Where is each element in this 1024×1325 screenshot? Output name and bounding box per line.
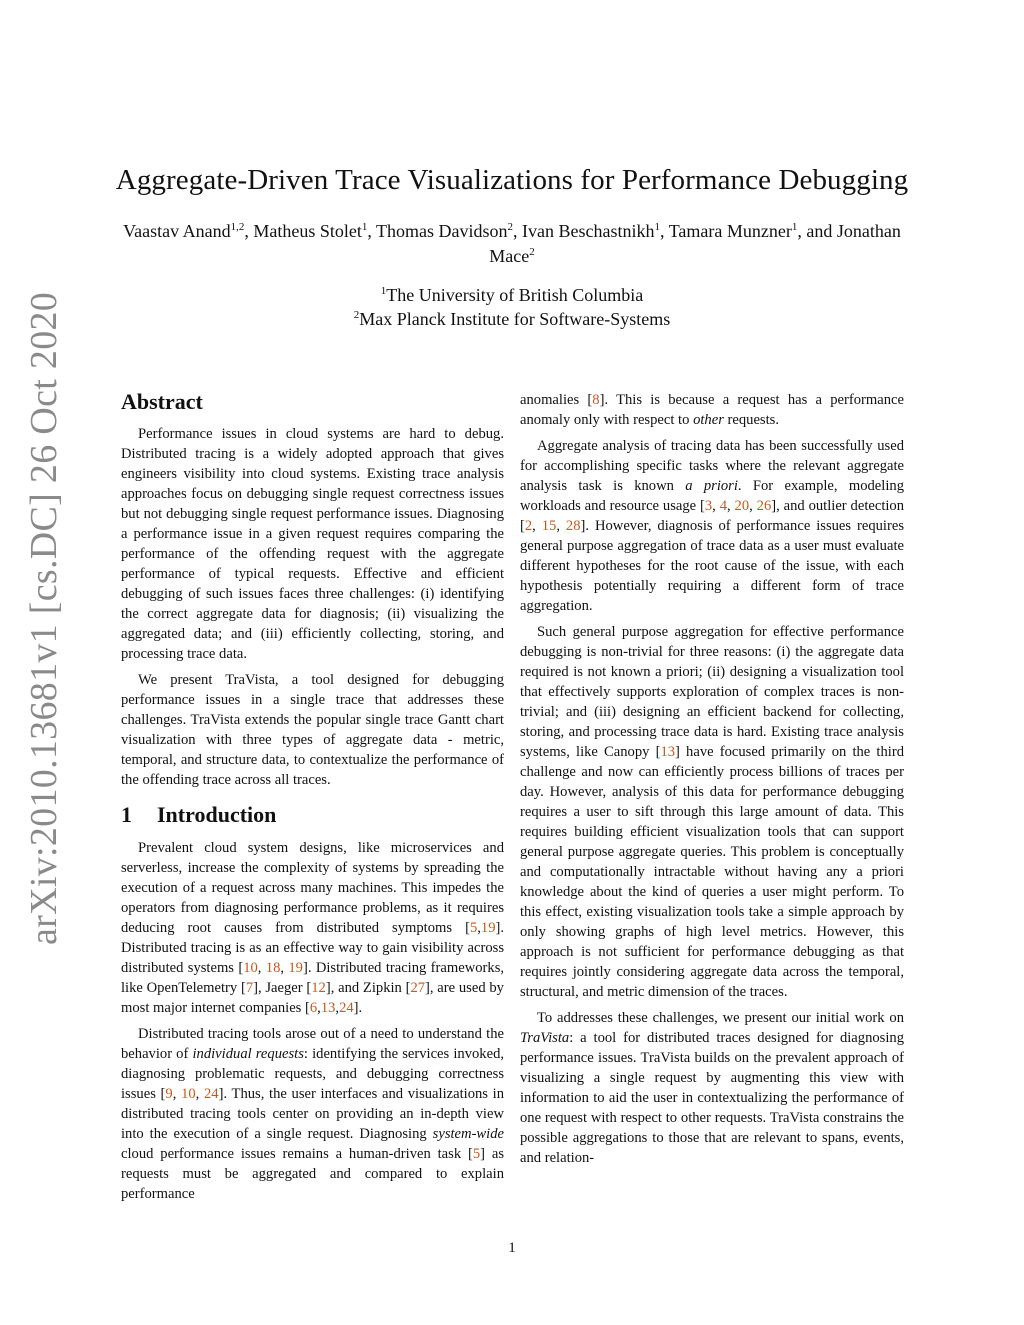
citation-link[interactable]: 5: [472, 1146, 481, 1162]
citation-link[interactable]: 13: [660, 744, 676, 760]
author-affiliation-mark: 2: [507, 221, 514, 233]
emphasized-text: a priori: [685, 478, 738, 494]
citation-link[interactable]: 19: [288, 960, 303, 976]
text-run: ]. Distributed tracing frameworks, like OpenTelemetry [: [121, 960, 505, 996]
text-run: ].: [353, 1000, 363, 1016]
emphasized-text: other: [693, 412, 724, 428]
text-run: anomalies [: [520, 392, 593, 408]
paragraph: [121, 838, 504, 1018]
author-list: [110, 219, 914, 269]
text-run: To addresses these challenges, we present our initial work on: [537, 1010, 904, 1026]
author-separator: ,: [513, 221, 523, 241]
author-separator: ,: [660, 221, 669, 241]
section-number: 1: [121, 802, 132, 827]
text-run: requests.: [723, 412, 779, 428]
paragraph: [520, 1008, 904, 1168]
citation-link[interactable]: 18: [265, 960, 281, 976]
citation-link[interactable]: 13: [320, 1000, 336, 1016]
text-run: Performance issues in cloud systems are hard to debug. Distributed tracing is a widely adopted approach that gives engineers visibility into cloud systems. Existing trace analysis approaches focus on debugging single request correctness issues but not debugging single request performance issues. Diagnosing a performance issue in a given request requires comparing the performance of the offending request with the aggregate performance of typical requests. Effective and efficient debugging of such issues faces three challenges: (i) identifying the correct aggregate data for diagnosis; (ii) visualizing the aggregated data; and (iii) efficiently collecting, storing, and processing trace data.: [121, 426, 504, 662]
citation-link[interactable]: 3: [704, 498, 713, 514]
paragraph: [121, 1024, 504, 1204]
author-name: Thomas Davidson: [376, 221, 508, 241]
author-name: Vaastav Anand: [123, 221, 231, 241]
author-name: Ivan Beschastnikh: [522, 221, 655, 241]
author-separator: , and: [797, 221, 837, 241]
text-run: ], Jaeger [: [253, 980, 312, 996]
paragraph: [520, 436, 904, 616]
citation-link[interactable]: 15: [541, 518, 557, 534]
text-run: ,: [712, 498, 720, 514]
text-run: ,: [335, 1000, 340, 1016]
emphasized-text: individual requests: [192, 1046, 304, 1062]
text-run: Prevalent cloud system designs, like microservices and serverless, increase the complexity of systems by spreading the execution of a request across many machines. This impedes the operators from diagnosing performance problems, as it requires deducing root causes from distributed symptoms [: [121, 840, 504, 936]
text-run: : identifying the services invoked, diagnosing problematic requests, and debugging correctness issues [: [121, 1046, 505, 1102]
text-run: ], and outlier detection [: [520, 498, 905, 534]
citation-link[interactable]: 2: [524, 518, 533, 534]
section-title: Introduction: [157, 802, 277, 827]
text-run: : a tool for distributed traces designed for diagnosing performance issues. TraVista builds on the prevalent approach of visualizing a single request by augmenting this view with information to aid the user in contextualizing the performance of one request with respect to other requests. TraVista constrains the possible aggregations to those that are relevant to spans, events, and relation-: [520, 1030, 904, 1166]
text-run: ]. However, diagnosis of performance issues requires general purpose aggregation of trace data as a user must evaluate different hypotheses for the root cause of the issue, with each hypothesis potentially requiring a different form of trace aggregation.: [520, 518, 905, 614]
affiliation-line: [0, 283, 1024, 307]
paragraph: [121, 424, 504, 664]
citation-link[interactable]: 10: [243, 960, 258, 976]
citation-link[interactable]: 8: [592, 392, 600, 408]
citation-link[interactable]: 24: [204, 1086, 219, 1102]
introduction-body: [121, 838, 504, 1204]
citation-link[interactable]: 5: [469, 920, 478, 936]
author-separator: ,: [244, 221, 254, 241]
text-run: Distributed tracing tools arose out of a need to understand the behavior of: [121, 1026, 504, 1062]
introduction-heading: [121, 801, 504, 829]
citation-link[interactable]: 4: [719, 498, 727, 514]
text-run: cloud performance issues remains a human-driven task [: [121, 1146, 473, 1162]
citation-link[interactable]: 26: [756, 498, 772, 514]
affiliation-mark: 1: [380, 285, 387, 297]
author-affiliation-mark: 2: [529, 246, 535, 258]
arxiv-identifier-stamp: arXiv:2010.13681v1 [cs.DC] 26 Oct 2020: [23, 291, 65, 945]
citation-link[interactable]: 27: [410, 980, 426, 996]
author-name: Matheus Stolet: [253, 221, 362, 241]
text-run: ,: [749, 498, 757, 514]
text-run: ]. Distributed tracing is as an effective way to gain visibility across distributed systems [: [121, 920, 504, 976]
citation-link[interactable]: 20: [734, 498, 750, 514]
affiliation-list: [0, 283, 1024, 331]
author-separator: ,: [367, 221, 377, 241]
abstract-heading: Abstract: [121, 389, 203, 414]
text-run: ] have focused primarily on the third challenge and now can efficiently process billions of traces per day. However, analysis of this data for performance debugging requires a user to sift through this large amount of data. This requires building efficient visualization tools that can support general purpose aggregate queries. This problem is conceptually and computationally intractable without having any a priori knowledge about the kind of queries a user might perform. To this effect, existing visualization tools take a simple approach by only showing graphs of high level metrics. However, this approach is not sufficient for performance debugging as that requires jointly considering aggregate data across the temporal, structural, and metric dimension of the traces.: [520, 744, 904, 1000]
paragraph: [520, 622, 904, 1002]
text-run: ,: [532, 518, 542, 534]
paragraph: [121, 670, 504, 790]
text-run: ,: [280, 960, 289, 976]
affiliation-name: Max Planck Institute for Software-Systems: [359, 309, 671, 329]
text-run: ,: [727, 498, 735, 514]
citation-link[interactable]: 7: [245, 980, 254, 996]
author-affiliation-mark: 1,2: [230, 221, 245, 233]
emphasized-text: TraVista: [520, 1030, 570, 1046]
citation-link[interactable]: 10: [181, 1086, 196, 1102]
paper-title: Aggregate-Driven Trace Visualizations for Performance Debugging: [115, 164, 909, 196]
citation-link[interactable]: 28: [565, 518, 581, 534]
citation-link[interactable]: 12: [311, 980, 326, 996]
text-run: ,: [477, 920, 481, 936]
author-name: Jonathan Mace: [489, 221, 901, 266]
text-run: ] as requests must be aggregated and compared to explain performance: [121, 1146, 505, 1202]
left-column: [121, 388, 504, 1204]
text-run: ,: [317, 1000, 321, 1016]
citation-link[interactable]: 24: [339, 1000, 354, 1016]
affiliation-line: [0, 307, 1024, 331]
text-run: . For example, modeling workloads and resource usage [: [520, 478, 904, 514]
right-column-body: [520, 390, 904, 1168]
text-run: ,: [172, 1086, 182, 1102]
text-run: ,: [195, 1086, 204, 1102]
text-run: Aggregate analysis of tracing data has been successfully used for accomplishing specific tasks where the relevant aggregate analysis task is known: [520, 438, 904, 494]
affiliation-name: The University of British Columbia: [386, 285, 644, 305]
abstract-body: [121, 424, 504, 790]
text-run: ]. Thus, the user interfaces and visualizations in distributed tracing tools center on providing an in-depth view into the execution of a single request. Diagnosing: [121, 1086, 505, 1142]
text-run: ]. This is because a request has a performance anomaly only with respect to: [520, 392, 904, 428]
citation-link[interactable]: 19: [480, 920, 496, 936]
text-run: We present TraVista, a tool designed for debugging performance issues in a single trace that addresses these challenges. TraVista extends the popular single trace Gantt chart visualization with three types of aggregate data - metric, temporal, and structure data, to contextualize the performance of the offending trace across all traces.: [121, 672, 504, 788]
right-column: [520, 390, 904, 1168]
citation-link[interactable]: 9: [165, 1086, 173, 1102]
text-run: ], are used by most major internet companies [: [121, 980, 504, 1016]
author-affiliation-mark: 1: [361, 221, 368, 233]
affiliation-mark: 2: [353, 309, 360, 321]
paragraph: [520, 390, 904, 430]
page-number: 1: [508, 1240, 516, 1256]
emphasized-text: system-wide: [432, 1126, 504, 1142]
author-affiliation-mark: 1: [791, 221, 798, 233]
citation-link[interactable]: 6: [309, 1000, 318, 1016]
text-run: ,: [556, 518, 566, 534]
author-name: Tamara Munzner: [668, 221, 792, 241]
text-run: Such general purpose aggregation for effective performance debugging is non-trivial for three reasons: (i) the aggregate data required is not known a priori; (ii) designing a visualization tool that effectively supports exploration of complex traces is non-trivial; and (iii) designing an efficient backend for collecting, storing, and processing trace data is hard. Existing trace analysis systems, like Canopy [: [520, 624, 904, 760]
author-affiliation-mark: 1: [654, 221, 660, 233]
text-run: ,: [257, 960, 266, 976]
text-run: ], and Zipkin [: [325, 980, 411, 996]
